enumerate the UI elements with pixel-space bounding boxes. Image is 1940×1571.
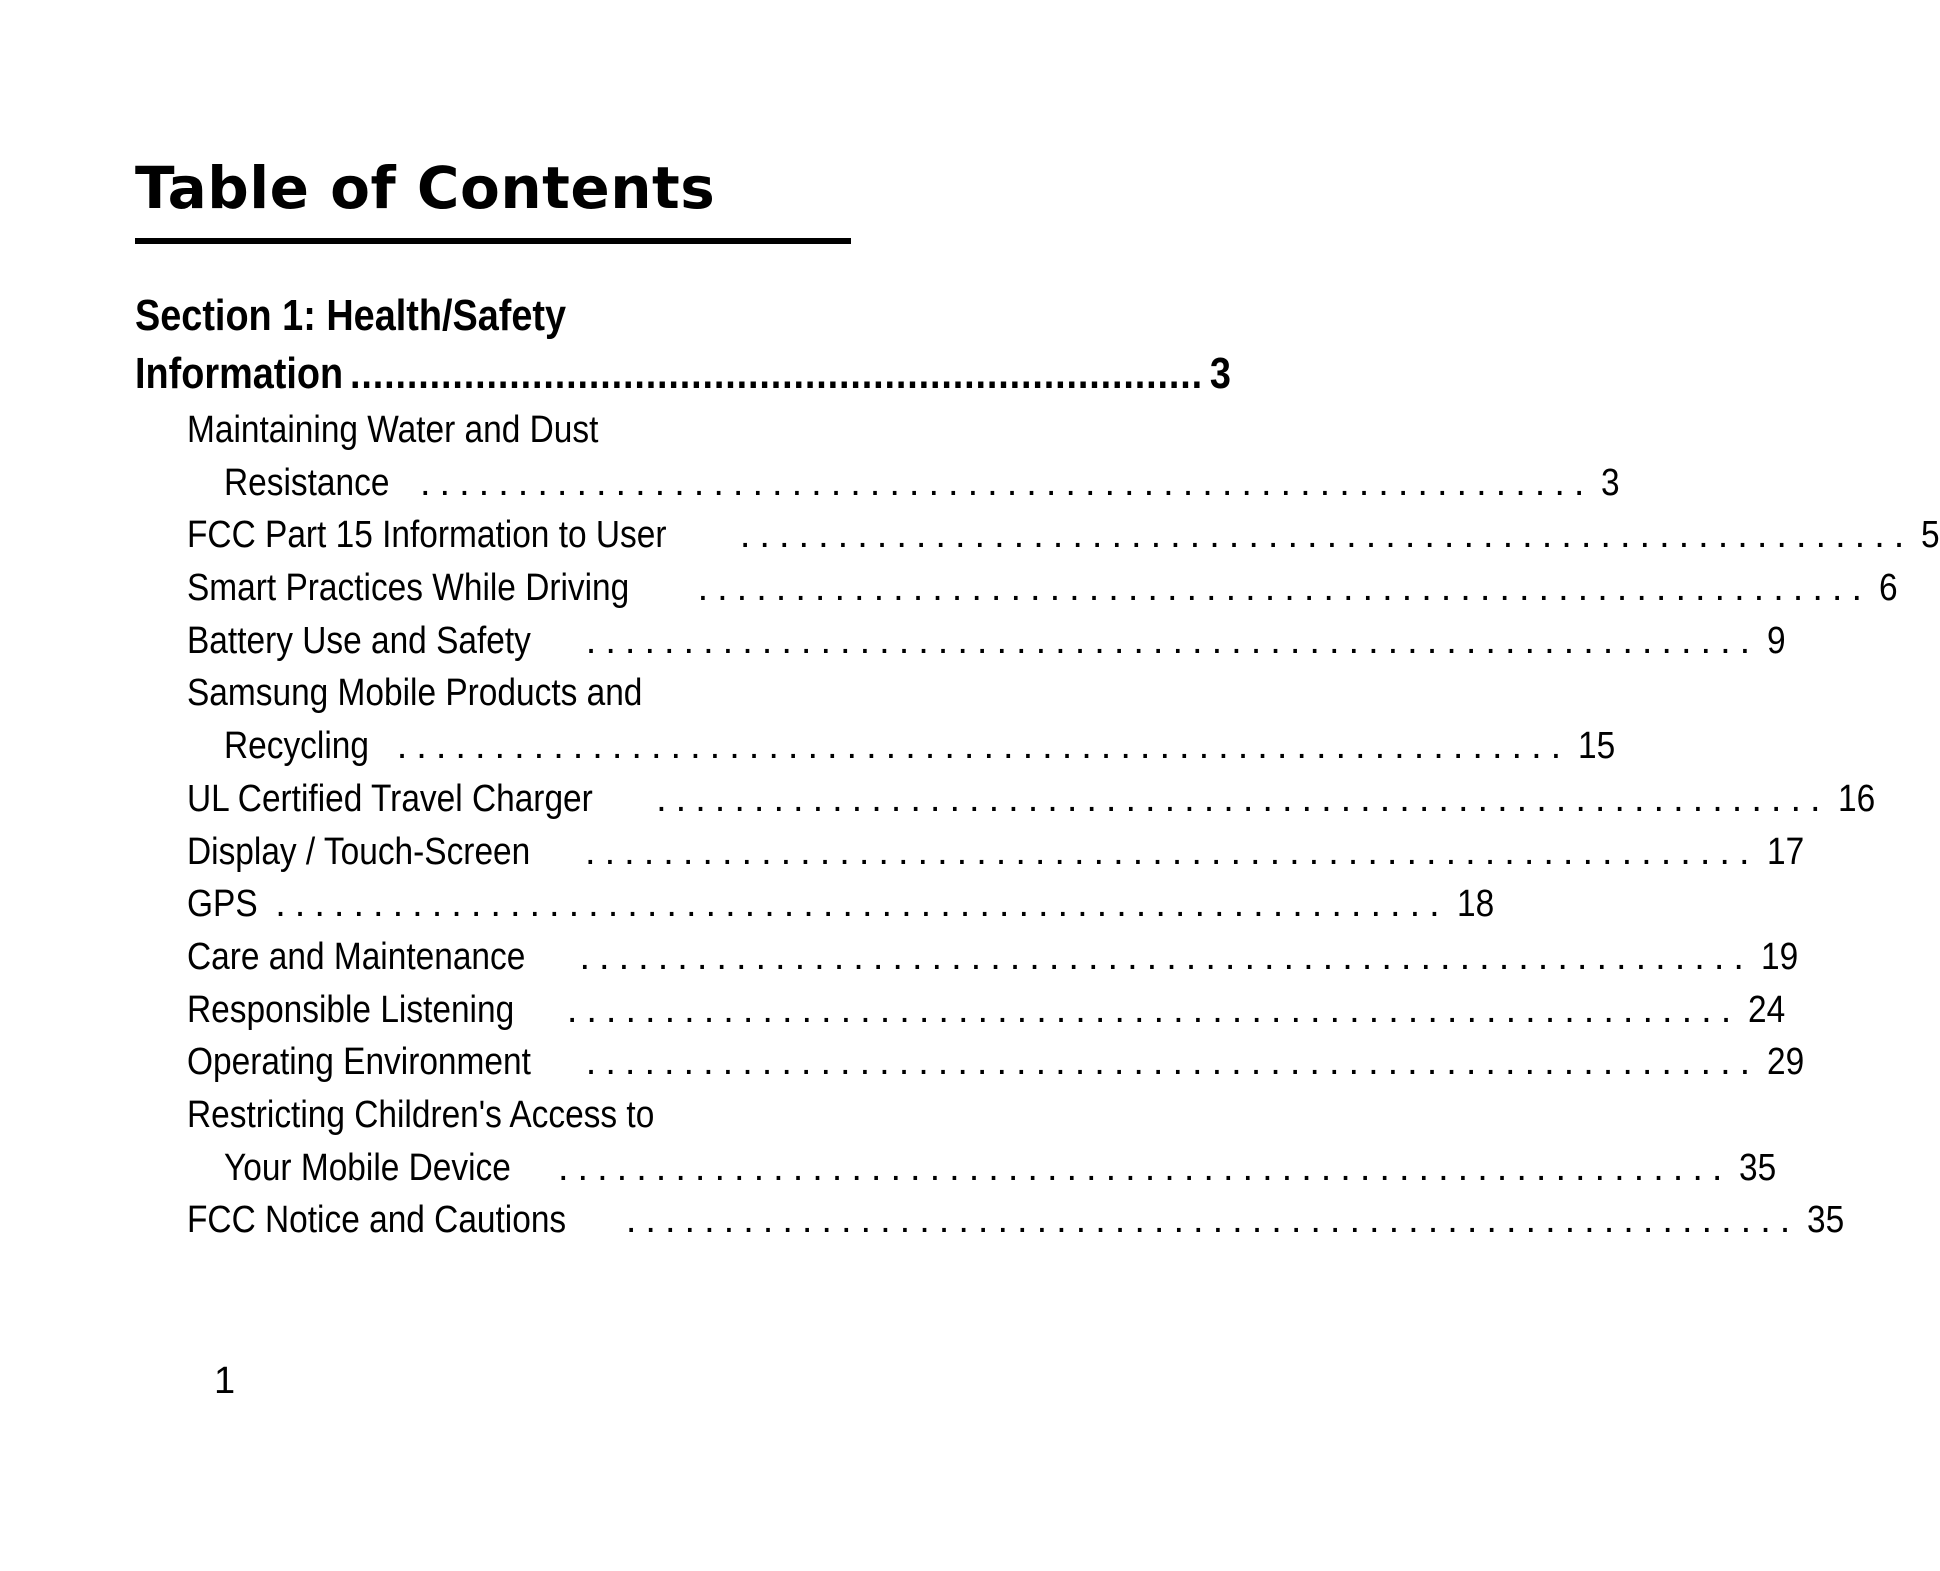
toc-entry[interactable] [187,984,1786,1037]
toc-entry[interactable] [187,404,1621,509]
section-title-continued: Information [135,349,344,398]
entry-page-number: 19 [1760,935,1799,978]
dot-leader: ............................................................ [585,830,1759,873]
toc-entry[interactable] [187,878,1494,931]
entry-page-number: 6 [1879,567,1898,610]
entry-page-number: 15 [1578,725,1616,768]
dot-leader: ............................................................ [558,1146,1732,1189]
entry-title: Battery Use and Safety [187,619,531,662]
dot-leader: ............................................................ [739,514,1914,557]
toc-entry[interactable] [187,1089,1777,1194]
toc-entry[interactable] [187,1036,1805,1089]
toc-entry[interactable] [187,509,1940,562]
title-divider [135,238,851,244]
toc-entry[interactable] [187,667,1616,772]
entry-title: Maintaining Water and Dust [187,409,599,451]
toc-section-1[interactable] [135,287,1231,403]
toc-entry[interactable] [187,1194,1845,1247]
toc-entry[interactable] [187,773,1875,826]
dot-leader: ............................................................ [697,567,1872,610]
entry-title: FCC Notice and Cautions [187,1199,567,1242]
dot-leader: ............................................................ [579,935,1753,978]
entry-title-continued: Resistance [224,461,390,504]
entry-title: Display / Touch-Screen [187,830,531,873]
section-title: Section 1: Health/Safety [135,291,567,340]
toc-entry-list [187,404,1940,1247]
entry-page-number: 17 [1766,830,1804,873]
entry-title: GPS [187,883,258,926]
entry-title: Responsible Listening [187,988,515,1031]
toc-entry[interactable] [187,931,1799,984]
page-title: Table of Contents [135,154,716,222]
dot-leader: ............................................................ [625,1199,1800,1242]
toc-entry[interactable] [187,562,1898,615]
dot-leader: ............................................................ [656,777,1830,820]
entry-title: Samsung Mobile Products and [187,672,643,715]
toc-entry[interactable] [187,826,1804,879]
entry-title-continued: Your Mobile Device [224,1146,511,1189]
entry-title: Restricting Children's Access to [187,1093,655,1136]
section-page-number: 3 [1209,349,1231,398]
dot-leader: ............................................................ [566,988,1741,1031]
entry-page-number: 9 [1767,619,1786,662]
entry-title-continued: Recycling [224,725,369,768]
entry-title: Care and Maintenance [187,935,526,978]
entry-page-number: 35 [1807,1199,1845,1242]
dot-leader: ............................................................ [275,883,1449,926]
dot-leader: ............................................................ [585,619,1760,662]
entry-page-number: 29 [1767,1041,1805,1084]
dot-leader: ............................................................ [585,1041,1760,1084]
page-number: 1 [214,1360,236,1402]
entry-title: UL Certified Travel Charger [187,777,593,820]
entry-page-number: 18 [1456,883,1494,926]
entry-title: Smart Practices While Driving [187,567,630,610]
entry-page-number: 3 [1601,461,1621,504]
entry-title: FCC Part 15 Information to User [187,514,667,557]
dot-leader: ............................................................ [419,461,1594,504]
entry-page-number: 16 [1837,777,1875,820]
entry-page-number: 35 [1739,1146,1777,1189]
dot-leader: ............................................................ [396,725,1571,768]
toc-entry[interactable] [187,615,1786,668]
dot-leader: ........................................................................... [349,349,1203,398]
entry-page-number: 24 [1748,988,1786,1031]
entry-title: Operating Environment [187,1041,531,1084]
entry-page-number: 5 [1921,514,1940,557]
